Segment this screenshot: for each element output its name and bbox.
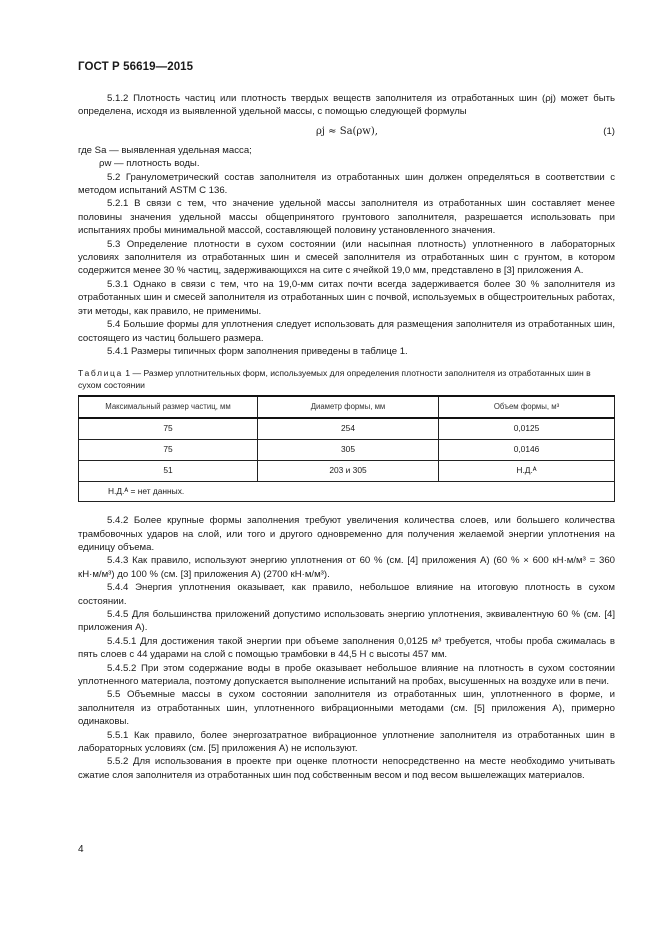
- paragraph-5-4: 5.4 Большие формы для уплотнения следует использовать для размещения заполнителя из отработанных шин, состоящего из частиц большего размера.: [78, 319, 615, 344]
- table-cell: 0,0146: [439, 440, 615, 461]
- paragraph-5-4-5-1: 5.4.5.1 Для достижения такой энергии при объеме заполнения 0,0125 м³ требуется, чтобы проба сжималась в пять слоев с 44 ударами на слой с помощью трамбовки в 44,5 Н с высоты 457 мм.: [78, 635, 615, 661]
- table-cell: 305: [258, 440, 439, 461]
- table-note-row: [79, 482, 615, 502]
- paragraph-5-1-2: 5.1.2 Плотность частиц или плотность твердых веществ заполнителя из отработанных шин (ρj) может быть определена, исходя из выявленной удельной массы, с помощью следующей формулы: [78, 93, 615, 118]
- forms-table: [78, 395, 615, 502]
- paragraph-5-3-1: 5.3.1 Однако в связи с тем, что на 19,0-мм ситах почти всегда задерживается более 30 % заполнителя из отработанных шин и смесей заполнителя из отработанных шин с почвой, используемых в общестроительных работах, эти методы, как правило, не применимы.: [78, 278, 615, 317]
- paragraph-5-5: 5.5 Объемные массы в сухом состоянии заполнителя из отработанных шин, уплотненного в форме, и заполнителя из отработанных шин, уплотненного вибрационными методами (см. [5] приложения А), примерно одинаковы.: [78, 689, 615, 728]
- table-row: [79, 440, 615, 461]
- table-header-row: [79, 396, 615, 418]
- paragraph-5-5-1: 5.5.1 Как правило, более энергозатратное вибрационное уплотнение заполнителя из отработанных шин в лабораторных условиях (см. [5] приложения А) не используют.: [78, 729, 615, 755]
- page-body: [78, 92, 615, 782]
- table-cell: 75: [79, 418, 258, 440]
- paragraph-5-2-1: 5.2.1 В связи с тем, что значение удельной массы заполнителя из отработанных шин составляет менее половины значения удельной массы общепринятого грунтового заполнителя, разрешается использовать при испытаниях пробы минимальной массой, составляющей половину установленного значения.: [78, 198, 615, 237]
- table-caption-label: Таблица: [78, 368, 123, 379]
- table-cell: 51: [79, 461, 258, 482]
- table-cell: 254: [258, 418, 439, 440]
- table-note: Н.Д.ᴬ = нет данных.: [79, 482, 615, 502]
- table-cell: Н.Д.ᴬ: [439, 461, 615, 482]
- table-row: [79, 461, 615, 482]
- paragraph-5-4-1: 5.4.1 Размеры типичных форм заполнения приведены в таблице 1.: [107, 345, 408, 357]
- table-caption-text: 1 — Размер уплотнительных форм, используемых для определения плотности заполнителя из отработанных шин в сухом состоянии: [78, 368, 591, 390]
- paragraph-5-3: 5.3 Определение плотности в сухом состоянии (или насыпная плотность) уплотненного в лабораторных условиях заполнителя из отработанных шин и смесей заполнителя из отработанных шин с грунтом, в котором содержится менее 30 % частиц, задерживающихся на сите с ячейкой 19,0 мм, представлено в [3] приложения А.: [78, 238, 615, 277]
- formula-row: [78, 119, 615, 144]
- where-line-sa: где Sa — выявленная удельная масса;: [78, 144, 252, 156]
- formula-number: (1): [603, 125, 615, 137]
- column-header-form-diameter: Диаметр формы, мм: [258, 396, 439, 418]
- table-cell: 75: [79, 440, 258, 461]
- paragraph-5-4-5-2: 5.4.5.2 При этом содержание воды в пробе оказывает небольшое влияние на плотность в сухом состоянии уплотненного материала, поэтому допускается выполнение испытаний на пробах, высушенных на воздухе или в печи.: [78, 662, 615, 687]
- paragraph-5-5-2: 5.5.2 Для использования в проекте при оценке плотности непосредственно на месте необходимо учитывать сжатие слоя заполнителя из отработанных шин под собственным весом и под весом вышележащих материалов.: [78, 756, 615, 781]
- paragraph-5-4-3: 5.4.3 Как правило, используют энергию уплотнения от 60 % (см. [4] приложения А) (60 % × 600 кН·м/м³ = 360 кН·м/м³) до 100 % (см. [3] приложения А) (2700 кН·м/м³).: [78, 555, 615, 580]
- formula: ρj ≈ Sa(ρw),: [316, 125, 378, 137]
- paragraph-5-2: 5.2 Гранулометрический состав заполнителя из отработанных шин должен определяться в соответствии с методом испытаний ASTM C 136.: [78, 171, 615, 197]
- column-header-form-volume: Объем формы, м³: [439, 396, 615, 418]
- page-number: 4: [78, 844, 84, 855]
- table-cell: 0,0125: [439, 418, 615, 440]
- table-cell: 203 и 305: [258, 461, 439, 482]
- paragraph-5-4-4: 5.4.4 Энергия уплотнения оказывает, как правило, небольшое влияние на итоговую плотность в сухом состоянии.: [78, 582, 615, 607]
- table-caption: [78, 368, 615, 391]
- paragraph-5-4-5: 5.4.5 Для большинства приложений допустимо использовать энергию уплотнения, эквивалентную 60 % (см. [4] приложения А).: [78, 608, 615, 634]
- table-row: [79, 418, 615, 440]
- document-header: ГОСТ Р 56619—2015: [78, 61, 194, 73]
- where-line-rho-w: ρw — плотность воды.: [99, 158, 200, 170]
- column-header-max-particle: Максимальный размер частиц, мм: [79, 396, 258, 418]
- paragraph-5-4-2: 5.4.2 Более крупные формы заполнения требуют увеличения количества слоев, или большего количества трамбовочных ударов на слой, или того и другого одновременно для получения желаемой энергии уплотнения на единицу объема.: [78, 515, 615, 553]
